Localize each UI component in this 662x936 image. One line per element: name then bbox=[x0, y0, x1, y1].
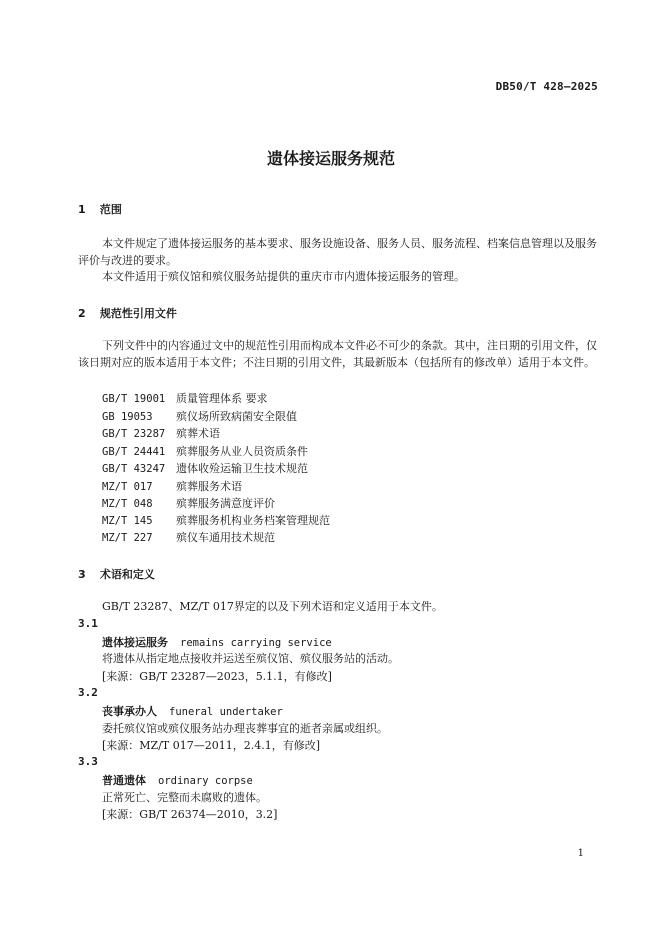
term-number: 3.2 bbox=[78, 686, 98, 699]
term-source: [来源：MZ/T 017—2011，2.4.1，有修改] bbox=[102, 739, 321, 752]
reference-item bbox=[102, 443, 308, 461]
term-name-en: funeral undertaker bbox=[169, 706, 283, 718]
section-title: 范围 bbox=[99, 203, 122, 216]
section-2-heading bbox=[78, 305, 177, 321]
reference-title: 殡仪场所致病菌安全限值 bbox=[176, 410, 297, 423]
reference-item bbox=[102, 512, 330, 530]
section-title: 规范性引用文件 bbox=[99, 307, 177, 320]
reference-item bbox=[102, 529, 275, 547]
document-title: 遗体接运服务规范 bbox=[266, 149, 395, 168]
term-number: 3.3 bbox=[78, 755, 98, 768]
section-2-intro: 下列文件中的内容通过文中的规范性引用而构成本文件必不可少的条款。其中，注日期的引用文件，仅该日期对应的版本适用于本文件；不注日期的引用文件，其最新版本（包括所有的修改单）适用于本文件。 bbox=[78, 339, 597, 369]
term-name bbox=[102, 772, 253, 788]
reference-code: MZ/T 048 bbox=[102, 498, 153, 510]
section-number: 2 bbox=[78, 307, 86, 320]
reference-code: MZ/T 227 bbox=[102, 532, 153, 544]
reference-code: GB/T 19001 bbox=[102, 393, 166, 405]
section-3-intro: GB/T 23287、MZ/T 017界定的以及下列术语和定义适用于本文件。 bbox=[102, 600, 443, 613]
section-3-heading bbox=[78, 566, 155, 582]
term-definition: 正常死亡、完整而未腐败的遗体。 bbox=[102, 791, 267, 804]
reference-item bbox=[102, 478, 242, 496]
reference-code: GB/T 43247 bbox=[102, 463, 166, 475]
standard-code: DB50/T 428—2025 bbox=[495, 80, 598, 93]
term-definition: 将遗体从指定地点接收并运送至殡仪馆、殡仪服务站的活动。 bbox=[102, 652, 399, 665]
reference-title: 殡葬服务满意度评价 bbox=[176, 497, 275, 510]
term-number: 3.1 bbox=[78, 617, 98, 630]
reference-item bbox=[102, 390, 268, 408]
reference-item bbox=[102, 460, 308, 478]
reference-code: GB/T 24441 bbox=[102, 446, 166, 458]
reference-code: GB 19053 bbox=[102, 411, 153, 423]
term-name-zh: 遗体接运服务 bbox=[102, 636, 168, 649]
reference-title: 殡仪车通用技术规范 bbox=[176, 531, 275, 544]
term-name-en: ordinary corpse bbox=[158, 775, 253, 787]
term-name-zh: 丧事承办人 bbox=[102, 705, 157, 718]
term-name-zh: 普通遗体 bbox=[102, 774, 146, 787]
reference-title: 质量管理体系 要求 bbox=[176, 392, 268, 405]
term-name-en: remains carrying service bbox=[180, 637, 332, 649]
term-source: [来源：GB/T 23287—2023，5.1.1，有修改] bbox=[102, 670, 332, 683]
section-1-heading bbox=[78, 201, 122, 217]
reference-title: 殡葬服务术语 bbox=[176, 480, 242, 493]
reference-code: GB/T 23287 bbox=[102, 428, 166, 440]
term-definition: 委托殡仪馆或殡仪服务站办理丧葬事宜的逝者亲属或组织。 bbox=[102, 722, 388, 735]
reference-title: 殡葬服务从业人员资质条件 bbox=[176, 445, 308, 458]
term-source: [来源：GB/T 26374—2010，3.2] bbox=[102, 808, 278, 821]
reference-title: 殡葬术语 bbox=[176, 427, 220, 440]
term-name bbox=[102, 634, 332, 650]
section-1-paragraph: 本文件规定了遗体接运服务的基本要求、服务设施设备、服务人员、服务流程、档案信息管理以及服务评价与改进的要求。 bbox=[78, 237, 597, 267]
section-number: 1 bbox=[78, 203, 86, 216]
reference-title: 遗体收殓运输卫生技术规范 bbox=[176, 462, 308, 475]
section-number: 3 bbox=[78, 568, 86, 581]
section-1-paragraph: 本文件适用于殡仪馆和殡仪服务站提供的重庆市市内遗体接运服务的管理。 bbox=[102, 270, 465, 283]
reference-item bbox=[102, 495, 275, 513]
term-name bbox=[102, 703, 283, 719]
reference-title: 殡葬服务机构业务档案管理规范 bbox=[176, 514, 330, 527]
reference-code: MZ/T 145 bbox=[102, 515, 153, 527]
page-number: 1 bbox=[577, 848, 584, 859]
reference-item bbox=[102, 425, 220, 443]
reference-item bbox=[102, 408, 297, 426]
reference-code: MZ/T 017 bbox=[102, 481, 153, 493]
section-title: 术语和定义 bbox=[99, 568, 155, 581]
